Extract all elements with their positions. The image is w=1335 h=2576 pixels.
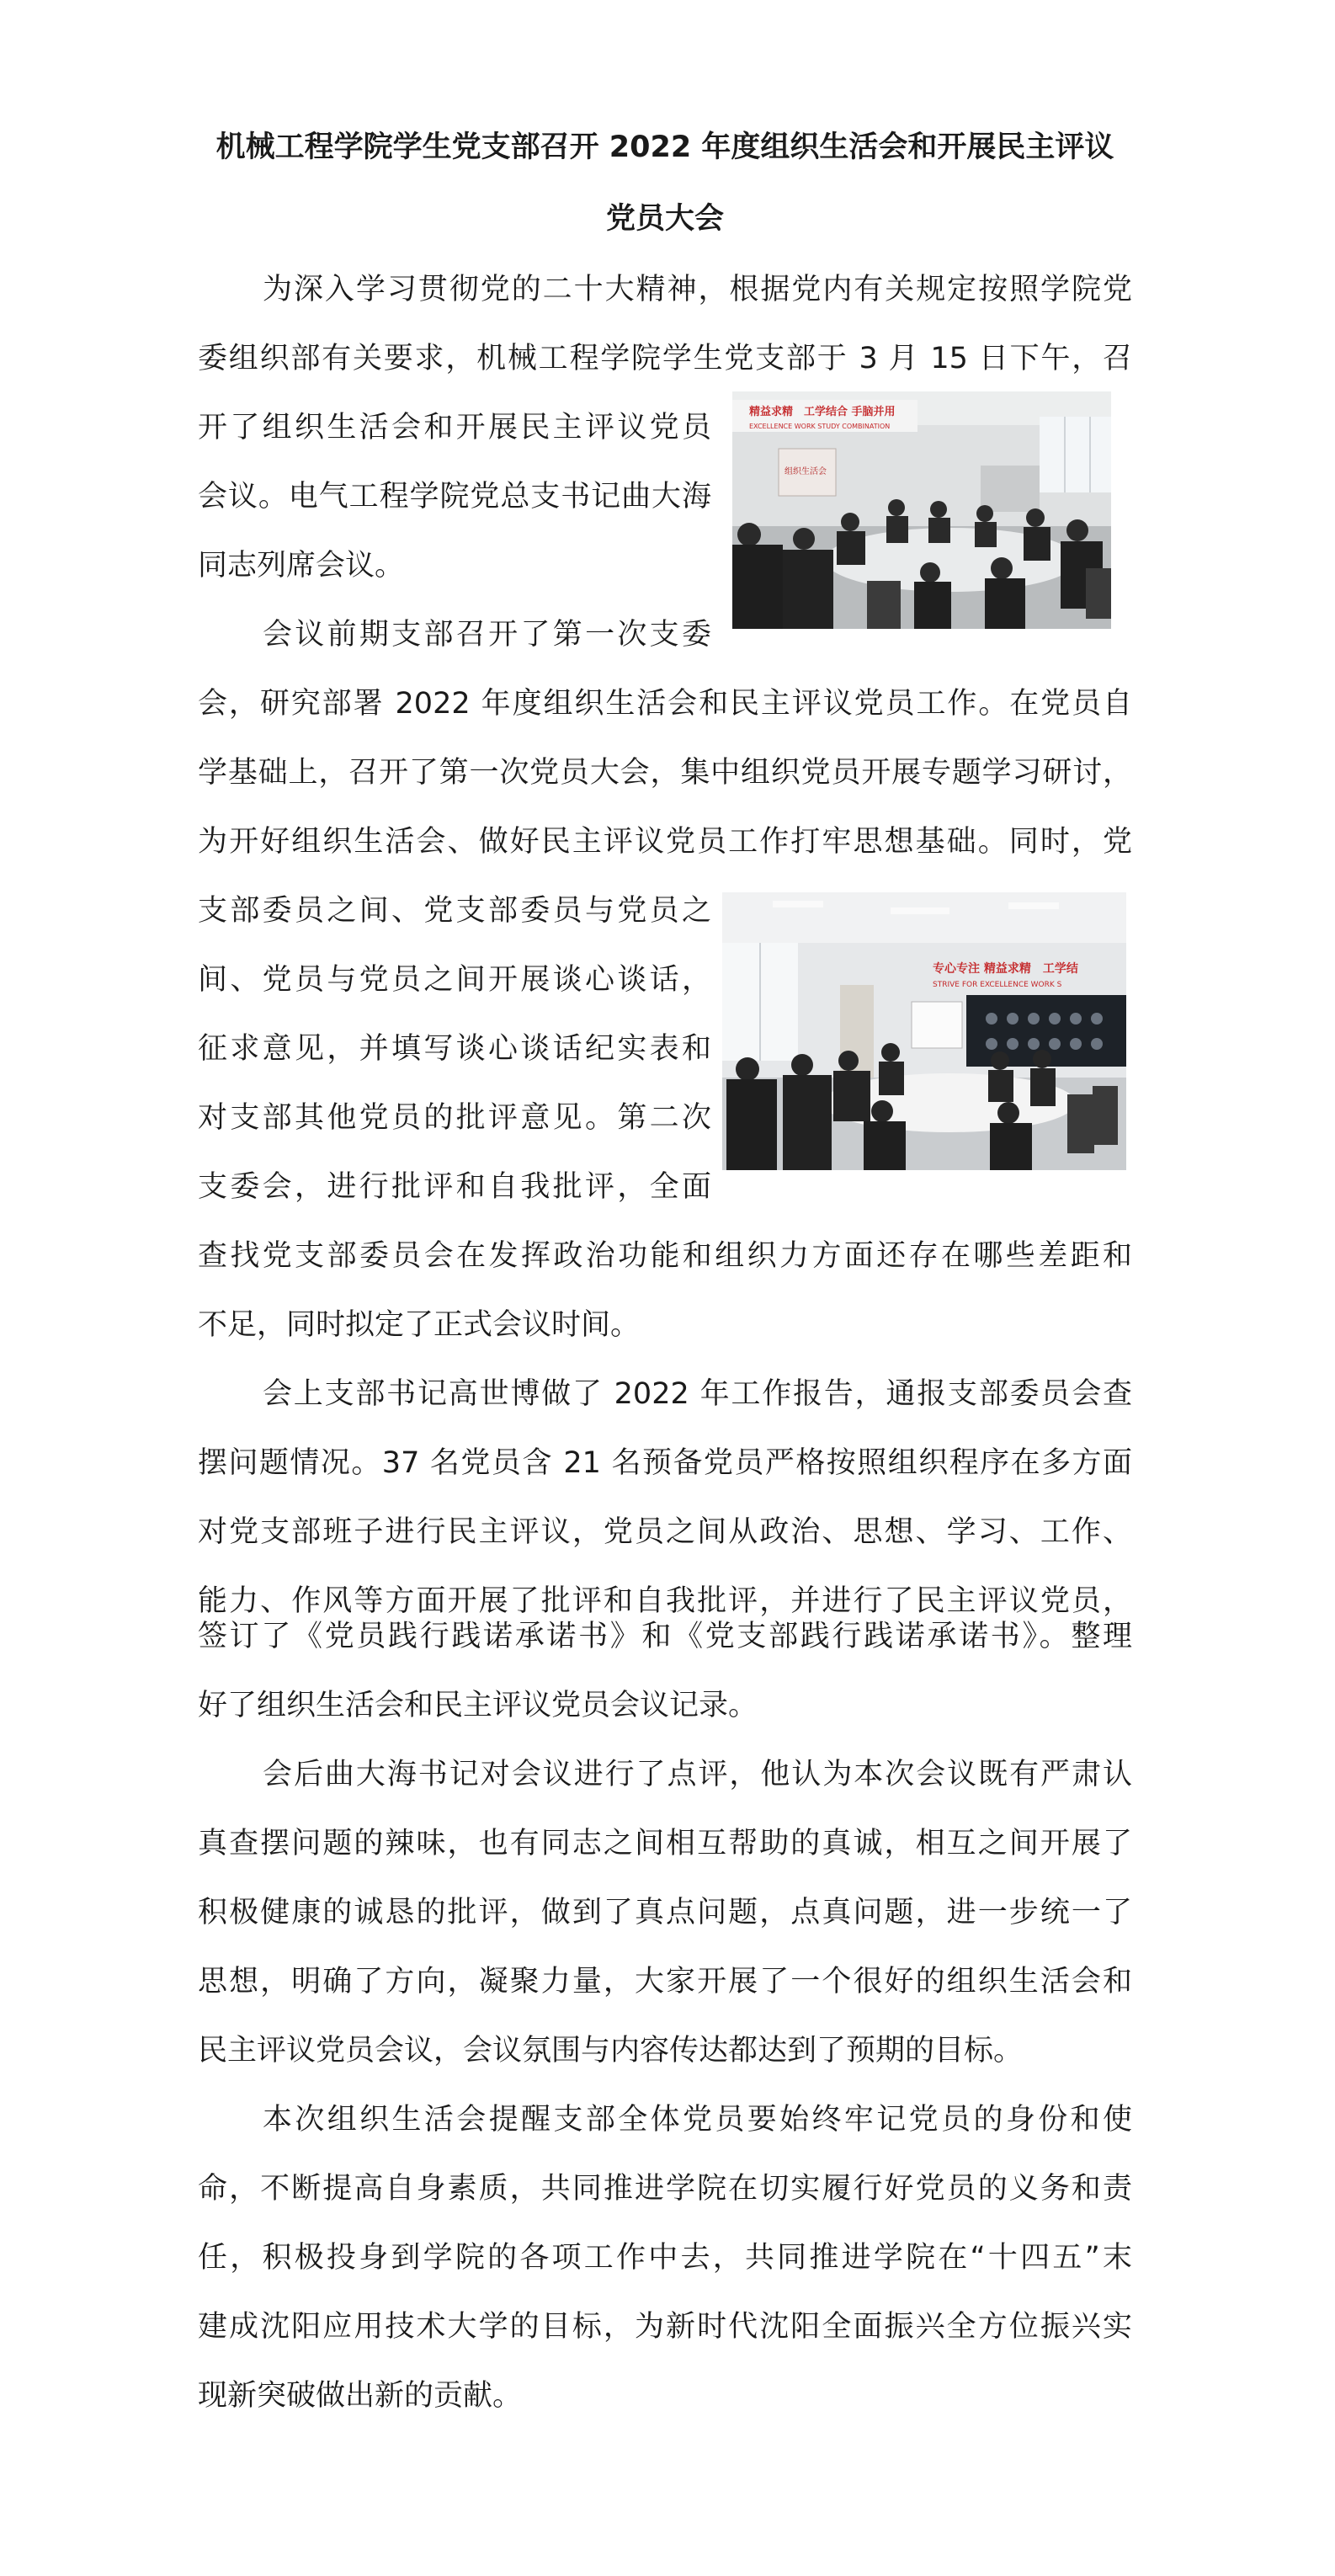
body-line: 积极健康的诚恳的批评，做到了真点问题，点真问题，进一步统一了 — [198, 1896, 1132, 1929]
photo2-slogan-en: STRIVE FOR EXCELLENCE WORK S — [933, 981, 1062, 989]
body-line: 会议前期支部召开了第一次支委 — [263, 618, 711, 652]
photo1-screen-text: 组织生活会 — [785, 467, 827, 476]
meeting-photo-1-image — [732, 391, 1111, 629]
meeting-photo-2-image — [722, 892, 1126, 1170]
meeting-photo-1 — [732, 391, 1111, 629]
body-line: 对支部其他党员的批评意见。第二次 — [198, 1101, 711, 1135]
body-line: 会，研究部署 2022 年度组织生活会和民主评议党员工作。在党员自 — [198, 687, 1132, 721]
article-title-line-1: 机械工程学院学生党支部召开 2022 年度组织生活会和开展民主评议 — [215, 130, 1114, 164]
body-line: 建成沈阳应用技术大学的目标，为新时代沈阳全面振兴全方位振兴实 — [198, 2310, 1132, 2344]
body-line: 同志列席会议。 — [198, 549, 405, 583]
body-line: 会上支部书记高世博做了 2022 年工作报告，通报支部委员会查 — [263, 1377, 1132, 1411]
body-line: 征求意见，并填写谈心谈话纪实表和 — [198, 1032, 711, 1066]
photo2-slogan-cn: 专心专注 精益求精 工学结 — [933, 962, 1078, 976]
body-line: 任，积极投身到学院的各项工作中去，共同推进学院在“十四五”末 — [198, 2241, 1132, 2275]
body-line: 现新突破做出新的贡献。 — [198, 2379, 523, 2413]
body-line: 会后曲大海书记对会议进行了点评，他认为本次会议既有严肃认 — [263, 1758, 1132, 1791]
body-line: 思想，明确了方向，凝聚力量，大家开展了一个很好的组织生活会和 — [198, 1965, 1132, 1999]
body-line: 本次组织生活会提醒支部全体党员要始终牢记党员的身份和使 — [263, 2103, 1132, 2137]
body-line: 为深入学习贯彻党的二十大精神，根据党内有关规定按照学院党 — [263, 273, 1132, 306]
body-line: 查找党支部委员会在发挥政治功能和组织力方面还存在哪些差距和 — [198, 1239, 1132, 1273]
body-line: 真查摆问题的辣味，也有同志之间相互帮助的真诚，相互之间开展了 — [198, 1827, 1132, 1860]
body-line: 间、党员与党员之间开展谈心谈话， — [198, 963, 711, 997]
body-line: 好了组织生活会和民主评议党员会议记录。 — [198, 1689, 758, 1722]
body-line: 会议。电气工程学院党总支书记曲大海 — [198, 480, 711, 514]
body-line: 支委会，进行批评和自我批评，全面 — [198, 1170, 711, 1204]
body-line: 不足，同时拟定了正式会议时间。 — [198, 1308, 641, 1342]
body-line: 签订了《党员践行践诺承诺书》和《党支部践行践诺承诺书》。整理 — [198, 1620, 1132, 1653]
body-line: 能力、作风等方面开展了批评和自我批评，并进行了民主评议党员， — [198, 1584, 1132, 1618]
body-line: 支部委员之间、党支部委员与党员之 — [198, 894, 711, 928]
body-line: 学基础上，召开了第一次党员大会，集中组织党员开展专题学习研讨， — [198, 756, 1132, 790]
meeting-photo-2 — [722, 892, 1126, 1170]
body-line: 对党支部班子进行民主评议，党员之间从政治、思想、学习、工作、 — [198, 1515, 1132, 1549]
body-line: 命，不断提高自身素质，共同推进学院在切实履行好党员的义务和责 — [198, 2172, 1132, 2206]
body-line: 民主评议党员会议，会议氛围与内容传达都达到了预期的目标。 — [198, 2034, 1024, 2068]
body-line: 为开好组织生活会、做好民主评议党员工作打牢思想基础。同时，党 — [198, 825, 1132, 859]
photo1-slogan-cn: 精益求精 工学结合 手脑并用 — [749, 406, 896, 418]
photo1-slogan-en: EXCELLENCE WORK STUDY COMBINATION — [749, 423, 891, 430]
article-title-line-2: 党员大会 — [605, 202, 724, 236]
body-line: 委组织部有关要求，机械工程学院学生党支部于 3 月 15 日下午，召 — [198, 342, 1132, 375]
body-line: 开了组织生活会和开展民主评议党员 — [198, 411, 711, 444]
body-line: 摆问题情况。37 名党员含 21 名预备党员严格按照组织程序在多方面 — [198, 1446, 1132, 1480]
